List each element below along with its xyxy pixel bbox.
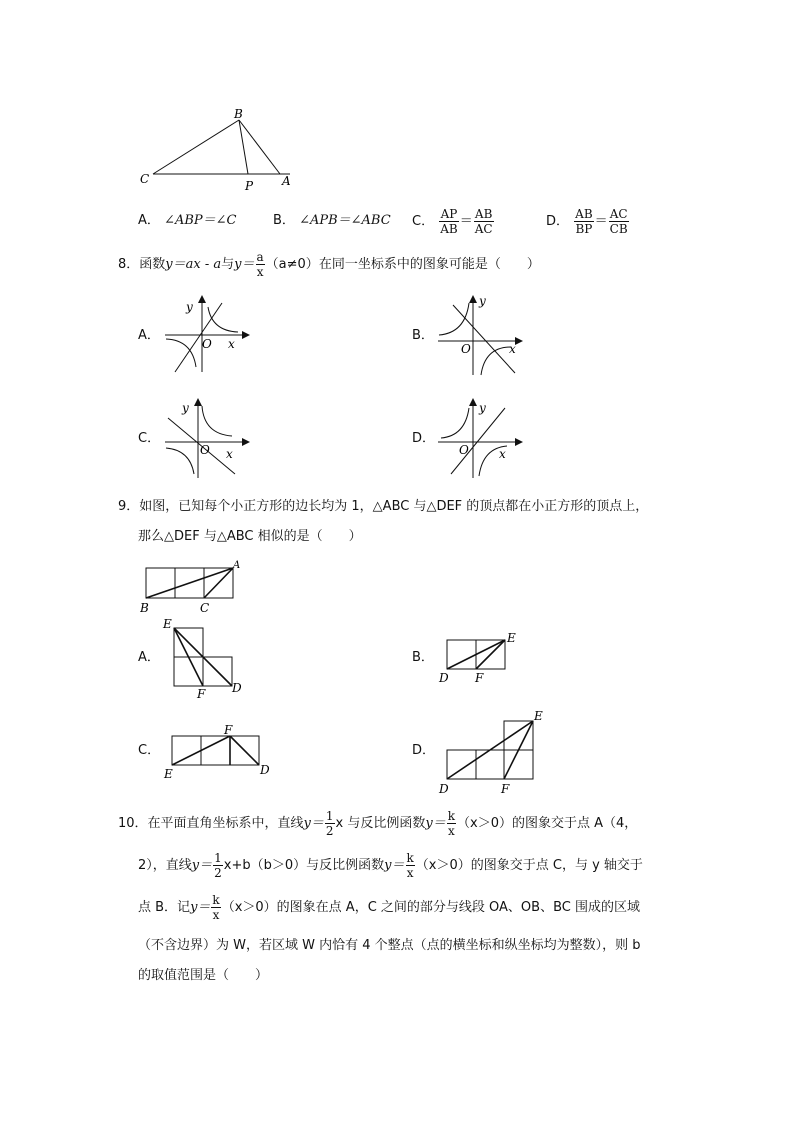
q9-grid-c [160, 722, 280, 782]
svg-text:O: O [200, 443, 210, 457]
option-label: B． [273, 213, 295, 228]
q9-option-c[interactable]: C． [138, 743, 161, 758]
label-C: C [140, 172, 150, 186]
svg-text:D: D [232, 681, 242, 695]
svg-text:y: y [479, 401, 486, 415]
q9-stem-line1: 9．如图，已知每个小正方形的边长均为 1，△ABC 与△DEF 的顶点都在小正方形的顶点上， [118, 499, 649, 514]
svg-text:F: F [224, 723, 233, 737]
q10-line3: 点 B．记y＝ $\frac{k}{x}$ （x＞0）的图象在点 A，C 之间的部分与线段 OA、OB、BC 围成的区域 [138, 893, 640, 922]
svg-text:D: D [439, 671, 449, 685]
q10-line1: 10．在平面直角坐标系中，直线y＝ $\frac{1}{2}$ x 与反比例函数y＝ $\frac{k}{x}$ （x＞0）的图象交于点 A（4， [118, 809, 638, 838]
q7-option-a[interactable] [138, 212, 236, 230]
option-label: D． [546, 214, 570, 229]
q9-option-d[interactable]: D． [412, 743, 436, 758]
svg-text:O: O [459, 443, 469, 457]
fraction: $\frac{AB}{AC}$ [474, 207, 493, 236]
svg-text:E: E [163, 617, 172, 631]
q9-option-b[interactable]: B． [412, 650, 434, 665]
label-B: B [234, 107, 243, 121]
q8-stem: 8．函数y＝ax - a与y＝ $\frac{a}{x}$ （a≠0）在同一坐标系中的图象可能是（ ） [118, 250, 540, 279]
q8-graph-b [433, 295, 528, 377]
svg-text:E: E [507, 631, 516, 645]
triangle-figure [135, 105, 305, 195]
svg-text:D: D [439, 782, 449, 796]
svg-text:O: O [202, 337, 212, 351]
svg-text:O: O [461, 342, 471, 356]
label-P: P [245, 179, 254, 193]
q8-graph-c [160, 398, 250, 480]
svg-text:F: F [475, 671, 484, 685]
svg-text:F: F [501, 782, 510, 796]
option-label: A． [138, 213, 160, 228]
fraction: $\frac{AP}{AB}$ [440, 207, 458, 236]
q9-reference-grid [140, 560, 250, 615]
svg-text:A: A [233, 560, 241, 571]
q8-graph-d [433, 398, 528, 480]
q8-option-c[interactable]: C． [138, 431, 161, 446]
q8-option-a[interactable]: A． [138, 328, 160, 343]
option-text: ∠APB＝∠ABC [299, 213, 391, 228]
svg-text:E: E [534, 709, 543, 723]
fraction: $\frac{AC}{CB}$ [609, 207, 628, 236]
q10-line5: 的取值范围是（ ） [138, 968, 269, 983]
svg-text:B: B [140, 601, 149, 615]
svg-text:E: E [164, 767, 173, 781]
svg-text:x: x [509, 342, 516, 356]
option-text: ∠ABP＝∠C [164, 213, 237, 228]
svg-text:y: y [479, 295, 486, 308]
q9-option-a[interactable]: A． [138, 650, 160, 665]
q9-grid-b [435, 628, 525, 688]
svg-text:x: x [228, 337, 235, 351]
svg-text:x: x [499, 447, 506, 461]
label-A: A [282, 174, 291, 188]
svg-text:D: D [260, 763, 270, 777]
q7-option-b[interactable] [273, 212, 391, 230]
svg-text:C: C [200, 601, 210, 615]
q10-line4: （不含边界）为 W，若区域 W 内恰有 4 个整点（点的横坐标和纵坐标均为整数），则 b [138, 938, 641, 953]
q9-stem-line2: 那么△DEF 与△ABC 相似的是（ ） [138, 529, 362, 544]
svg-text:y: y [186, 300, 193, 314]
svg-text:y: y [182, 401, 189, 415]
q9-grid-a [160, 616, 250, 701]
q8-graph-a [160, 295, 250, 375]
q8-option-d[interactable]: D． [412, 431, 436, 446]
fraction: $\frac{a}{x}$ [256, 250, 264, 279]
q7-option-d[interactable]: D． $\frac{AB}{BP}$ ＝ $\frac{AC}{CB}$ [546, 207, 628, 236]
q7-option-c[interactable]: C． $\frac{AP}{AB}$ ＝ $\frac{AB}{AC}$ [412, 207, 493, 236]
svg-text:x: x [226, 447, 233, 461]
q8-option-b[interactable]: B． [412, 328, 434, 343]
svg-text:F: F [197, 687, 206, 701]
q10-line2: 2），直线y＝ $\frac{1}{2}$ x+b（b＞0）与反比例函数y＝ $\frac{k}{x}$ （x＞0）的图象交于点 C，与 y 轴交于 [138, 851, 643, 880]
fraction: $\frac{AB}{BP}$ [575, 207, 593, 236]
q9-grid-d [435, 708, 555, 796]
option-label: C． [412, 214, 435, 229]
